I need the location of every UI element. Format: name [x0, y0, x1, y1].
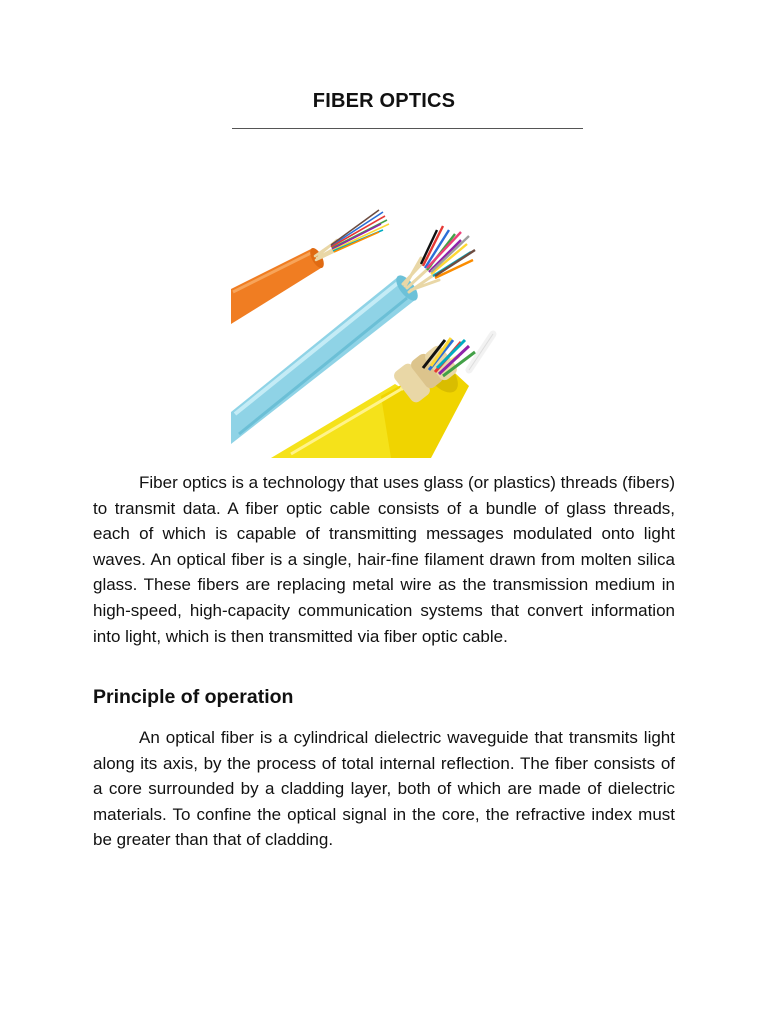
intro-paragraph	[93, 470, 675, 649]
title-underline-divider	[232, 128, 583, 129]
page-title: FIBER OPTICS	[312, 90, 456, 112]
section-heading: Principle of operation	[93, 686, 294, 708]
intro-paragraph-text: Fiber optics is a technology that uses glass (or plastics) threads (fibers) to transmit data. A fiber optic cable consists of a bundle of glass threads, each of which is capable of transmitting messages modulated onto light waves. An optical fiber is a single, hair-fine filament drawn from molten silica glass. These fibers are replacing metal wire as the transmission medium in high-speed, high-capacity communication systems that convert information into light, which is then transmitted via fiber optic cable.	[93, 473, 675, 646]
principle-paragraph-text: An optical fiber is a cylindrical dielectric waveguide that transmits light along its axis, by the process of total internal reflection. The fiber consists of a core surrounded by a cladding layer, both of which are made of dielectric materials. To confine the optical signal in the core, the refractive index must be greater than that of cladding.	[93, 728, 675, 850]
principle-paragraph	[93, 725, 675, 853]
fiber-optic-cables-image	[231, 134, 583, 458]
